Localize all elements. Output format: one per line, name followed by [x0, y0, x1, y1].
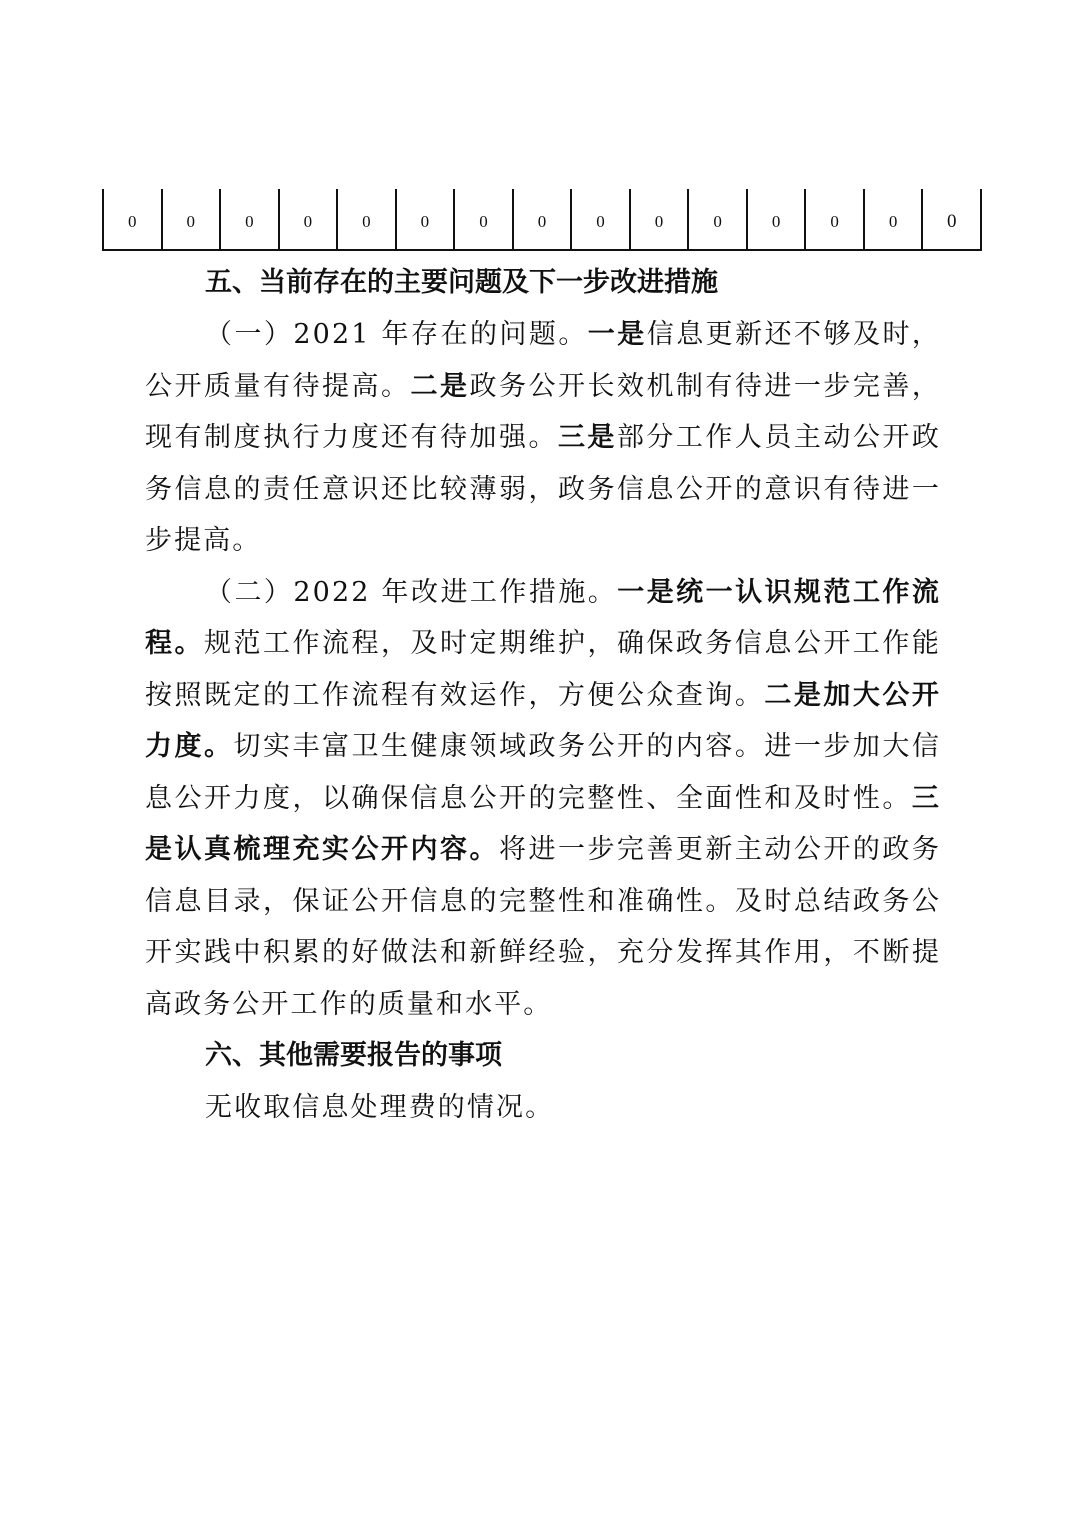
table-cell: 0: [278, 189, 337, 249]
paragraph-label: （一）2021 年存在的问题。: [205, 319, 588, 350]
section-6-heading: 六、其他需要报告的事项: [205, 1040, 502, 1071]
table-cell: 0: [453, 189, 512, 249]
paragraph-label: （二）2022 年改进工作措施。: [205, 576, 618, 608]
paragraph-text: 部分工作人员主动公开政务信息的责任意识还比较薄弱，政务信息公开的意识有待进一步提高。: [145, 422, 941, 556]
table-cell: 0: [804, 189, 863, 249]
table-cell: 0: [219, 189, 278, 249]
table-cell: 0: [629, 189, 688, 249]
paragraph-text: 切实丰富卫生健康领域政务公开的内容。进一步加大信息公开力度，以确保信息公开的完整性、全面性和及时性。: [145, 731, 941, 814]
paragraph-text: 将进一步完善更新主动公开的政务信息目录，保证公开信息的完整性和准确性。及时总结政务公开实践中积累的好做法和新鲜经验，充分发挥其作用，不断提高政务公开工作的质量和水平。: [145, 834, 941, 1020]
paragraph-text: 信息更新还不够及时，公开质量有待提高。: [145, 319, 942, 402]
table-cell: 0: [102, 189, 161, 249]
table-cell: 0: [395, 189, 454, 249]
section-5-paragraph-1: [145, 309, 941, 567]
table-cell: 0: [570, 189, 629, 249]
paragraph-text: 政务公开长效机制有待进一步完善，现有制度执行力度还有待加强。: [145, 370, 941, 453]
data-table-row: [102, 189, 982, 251]
table-cell: 0: [746, 189, 805, 249]
table-cell: 0: [161, 189, 220, 249]
table-cell: 0: [512, 189, 571, 249]
section-5-heading: 五、当前存在的主要问题及下一步改进措施: [205, 267, 718, 298]
emphasis-text: 一是统一认识规范工作流程。: [145, 576, 941, 659]
table-cell: 0: [921, 189, 982, 249]
section-5-paragraph-2: [145, 567, 941, 1031]
emphasis-text: 一是: [587, 319, 647, 350]
emphasis-text: 二是加大公开力度。: [145, 679, 941, 762]
document-body: [145, 257, 941, 1134]
emphasis-text: 三是: [557, 422, 617, 453]
emphasis-text: 二是: [410, 370, 470, 402]
paragraph-text: 规范工作流程，及时定期维护，确保政务信息公开工作能按照既定的工作流程有效运作，方便公众查询。: [145, 628, 942, 711]
section-6-paragraph: 无收取信息处理费的情况。: [205, 1092, 555, 1123]
emphasis-text: 三是认真梳理充实公开内容。: [145, 782, 941, 865]
table-cell: 0: [687, 189, 746, 249]
table-cell: 0: [863, 189, 922, 249]
table-cell: 0: [336, 189, 395, 249]
